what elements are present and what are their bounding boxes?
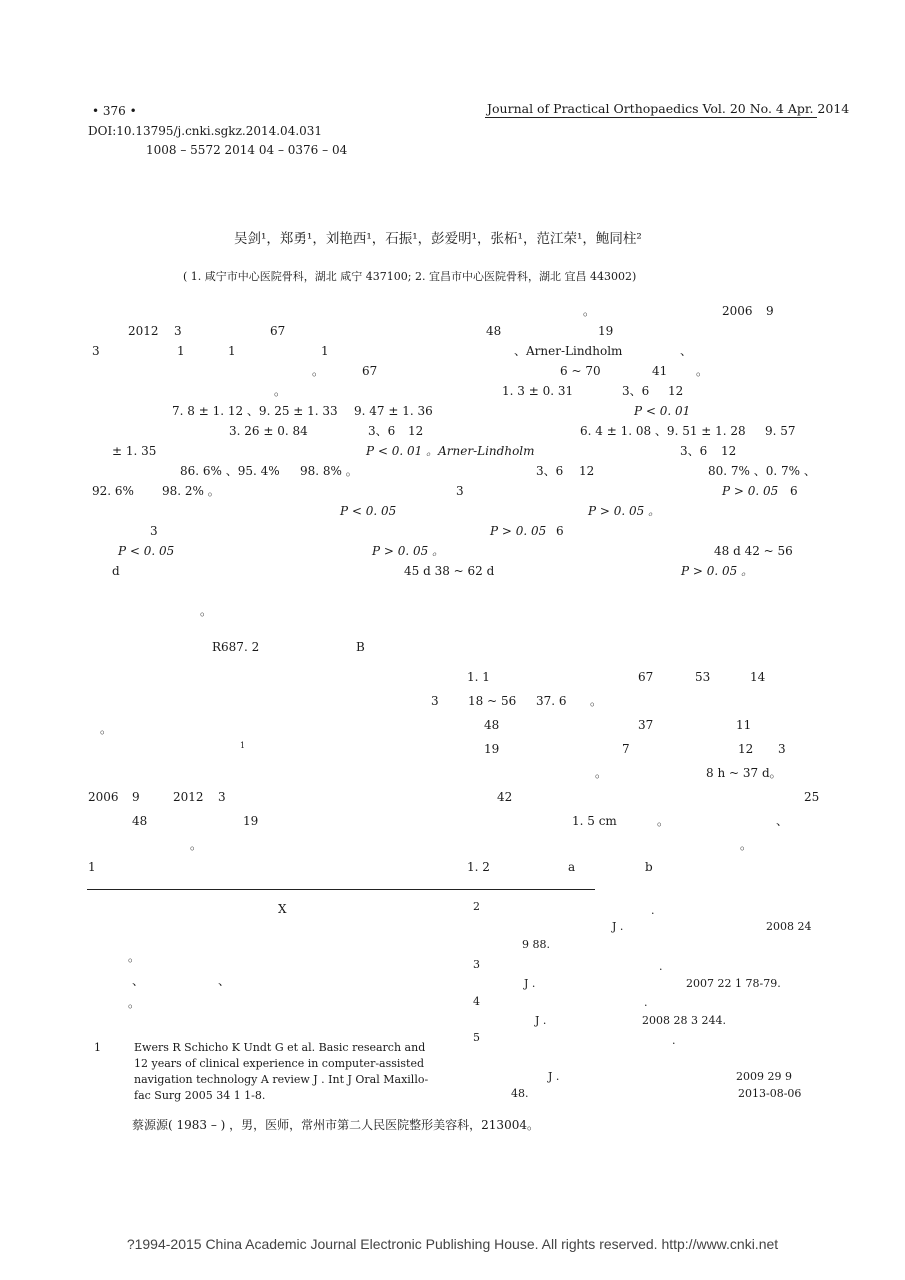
authors: 吴剑¹，郑勇¹，刘艳西¹，石振¹，彭爱明¹，张柘¹，范江荣¹，鲍同柱² [234, 231, 642, 247]
reference-number: 2 [473, 900, 480, 913]
body-text: 42 [497, 790, 513, 804]
reference-entry: J . [548, 1070, 560, 1083]
reference-entry: 2007 22 1 78-79. [686, 977, 781, 990]
reference-entry: Ewers R Schicho K Undt G et al. Basic research and 12 years of clinical experience in computer-assisted navigation technology A review J . Int J Oral Maxillo-fac Surg 2005 34 1 1-8. [134, 1041, 429, 1102]
abstract-text: P > 0. 05 [490, 524, 547, 538]
body-text: a [568, 860, 576, 874]
received-date: 2013-08-06 [738, 1087, 802, 1100]
abstract-text: 3 [150, 524, 158, 538]
affiliation: ( 1. 咸宁市中心医院骨科，湖北 咸宁 437100; 2. 宜昌市中心医院骨科，湖北 宜昌 443002) [183, 270, 637, 283]
abstract-text: 3、6 [622, 384, 650, 398]
abstract-text: 。 [274, 384, 287, 398]
reference-entry: 2008 24 [766, 920, 812, 933]
abstract-text: 80. 7% 、0. 7% 、 [708, 464, 816, 478]
abstract-text: 。 [583, 304, 596, 318]
abstract-text: 6 [556, 524, 564, 538]
journal-title: Journal of Practical Orthopaedics Vol. 20 No. 4 Apr. 2014 [487, 101, 850, 116]
abstract-text: 67 [362, 364, 378, 378]
abstract-text: 7. 8 ± 1. 12 、9. 25 ± 1. 33 [172, 404, 338, 418]
abstract-text: 9. 57 [765, 424, 796, 438]
body-text: 、 [776, 814, 789, 828]
reference-entry: 2008 28 3 244. [642, 1014, 726, 1027]
body-text: b [645, 860, 653, 874]
abstract-text: 1 [177, 344, 185, 358]
abstract-text: 19 [598, 324, 614, 338]
abstract-text: 2006 [722, 304, 753, 318]
body-text: 67 [638, 670, 654, 684]
body-text: 、 [218, 974, 231, 988]
section-number: 1. 2 [467, 860, 490, 874]
abstract-text: 3、6 [536, 464, 564, 478]
header-rule [485, 117, 817, 118]
abstract-text: P > 0. 05 [722, 484, 779, 498]
reference-entry: . [659, 960, 663, 973]
abstract-text: 9. 47 ± 1. 36 [354, 404, 433, 418]
abstract-text: 。 [200, 604, 213, 618]
reference-entry: J . [535, 1014, 547, 1027]
body-text: 。 [595, 766, 608, 780]
body-text: 3 [778, 742, 786, 756]
body-text: 48 [484, 718, 500, 732]
abstract-text: 41 [652, 364, 668, 378]
abstract-text: 98. 8% 。 [300, 464, 358, 478]
citation-mark: 1 [240, 741, 246, 750]
body-text: 53 [695, 670, 711, 684]
abstract-text: P < 0. 05 [118, 544, 175, 558]
abstract-text: 。 [696, 364, 709, 378]
body-text: 25 [804, 790, 820, 804]
body-text: 12 [738, 742, 754, 756]
body-text: 1. 5 cm [572, 814, 617, 828]
abstract-text: P > 0. 05 。 [588, 504, 661, 518]
abstract-text: 12 [721, 444, 737, 458]
body-text: 3 [218, 790, 226, 804]
abstract-text: P > 0. 05 。 [372, 544, 445, 558]
reference-number: 1 [94, 1041, 101, 1054]
section-number: 1. 1 [467, 670, 490, 684]
abstract-text: 3、6 [368, 424, 396, 438]
copyright-footer: ?1994-2015 China Academic Journal Electronic Publishing House. All rights reserved. http://www.cnki.net [126, 1236, 779, 1252]
reference-entry: 48. [511, 1087, 529, 1100]
reference-entry: . [651, 904, 655, 917]
abstract-text: 3 [92, 344, 100, 358]
body-text: 8 h ~ 37 d。 [706, 766, 782, 780]
body-text: 。 [100, 722, 113, 736]
body-text: 。 [657, 814, 670, 828]
abstract-text: 67 [270, 324, 286, 338]
abstract-text: 6 [790, 484, 798, 498]
reference-number: 4 [473, 995, 480, 1008]
body-text: 48 [132, 814, 148, 828]
body-text: 18 ~ 56 [468, 694, 517, 708]
body-text: 37. 6 [536, 694, 567, 708]
abstract-text: 2012 [128, 324, 159, 338]
body-text: 3 [431, 694, 439, 708]
abstract-text: 48 [486, 324, 502, 338]
body-text: 37 [638, 718, 654, 732]
abstract-text: P < 0. 01 [634, 404, 691, 418]
body-text: 。 [590, 694, 603, 708]
body-text: 19 [243, 814, 259, 828]
clc-number: R687. 2 [212, 640, 260, 654]
abstract-text: 45 d 38 ~ 62 d [404, 564, 495, 578]
body-text: 14 [750, 670, 766, 684]
author-note: 蔡源源( 1983 – ) ，男，医师，常州市第二人民医院整形美容科，213004。 [132, 1118, 539, 1132]
abstract-text: 9 [766, 304, 774, 318]
abstract-text: P < 0. 01 。Arner-Lindholm [366, 444, 535, 458]
doi: DOI:10.13795/j.cnki.sgkz.2014.04.031 [88, 124, 323, 138]
reference-number: 5 [473, 1031, 480, 1044]
body-text: 9 [132, 790, 140, 804]
article-number: 1008 – 5572 2014 04 – 0376 – 04 [146, 143, 348, 157]
abstract-text: 、Arner-Lindholm [514, 344, 623, 358]
abstract-text: 3 [456, 484, 464, 498]
body-text: 。 [740, 838, 753, 852]
abstract-text: 。 [312, 364, 325, 378]
abstract-text: 98. 2% 。 [162, 484, 220, 498]
document-code: B [356, 640, 365, 654]
reference-entry: . [672, 1034, 676, 1047]
abstract-text: 6. 4 ± 1. 08 、9. 51 ± 1. 28 [580, 424, 746, 438]
abstract-text: 12 [668, 384, 684, 398]
reference-entry: 2009 29 9 [736, 1070, 792, 1083]
abstract-text: 1 [228, 344, 236, 358]
body-text: 。 [190, 838, 203, 852]
body-text: 2012 [173, 790, 204, 804]
table-rule [87, 889, 595, 890]
body-text: X [278, 902, 287, 916]
abstract-text: 92. 6% [92, 484, 134, 498]
abstract-text: 3. 26 ± 0. 84 [229, 424, 308, 438]
body-text: 。 [128, 950, 141, 964]
abstract-text: 3 [174, 324, 182, 338]
abstract-text: ± 1. 35 [112, 444, 157, 458]
table-number: 1 [88, 860, 96, 874]
body-text: 2006 [88, 790, 119, 804]
abstract-text: 1. 3 ± 0. 31 [502, 384, 574, 398]
body-text: 19 [484, 742, 500, 756]
body-text: 、 [132, 974, 145, 988]
abstract-text: 12 [408, 424, 424, 438]
body-text: 。 [128, 996, 141, 1010]
abstract-text: 12 [579, 464, 595, 478]
abstract-text: P < 0. 05 [340, 504, 397, 518]
reference-entry: 9 88. [522, 938, 550, 951]
abstract-text: 3、6 [680, 444, 708, 458]
abstract-text: 1 [321, 344, 329, 358]
reference-number: 3 [473, 958, 480, 971]
reference-entry: J . [524, 977, 536, 990]
abstract-text: 86. 6% 、95. 4% [180, 464, 280, 478]
abstract-text: 48 d 42 ~ 56 [714, 544, 793, 558]
body-text: 11 [736, 718, 752, 732]
page-number: • 376 • [92, 104, 137, 118]
reference-entry: . [644, 996, 648, 1009]
abstract-text: 、 [680, 344, 693, 358]
abstract-text: d [112, 564, 120, 578]
abstract-text: P > 0. 05 。 [681, 564, 754, 578]
abstract-text: 6 ~ 70 [560, 364, 601, 378]
body-text: 7 [622, 742, 630, 756]
reference-entry: J . [612, 920, 624, 933]
